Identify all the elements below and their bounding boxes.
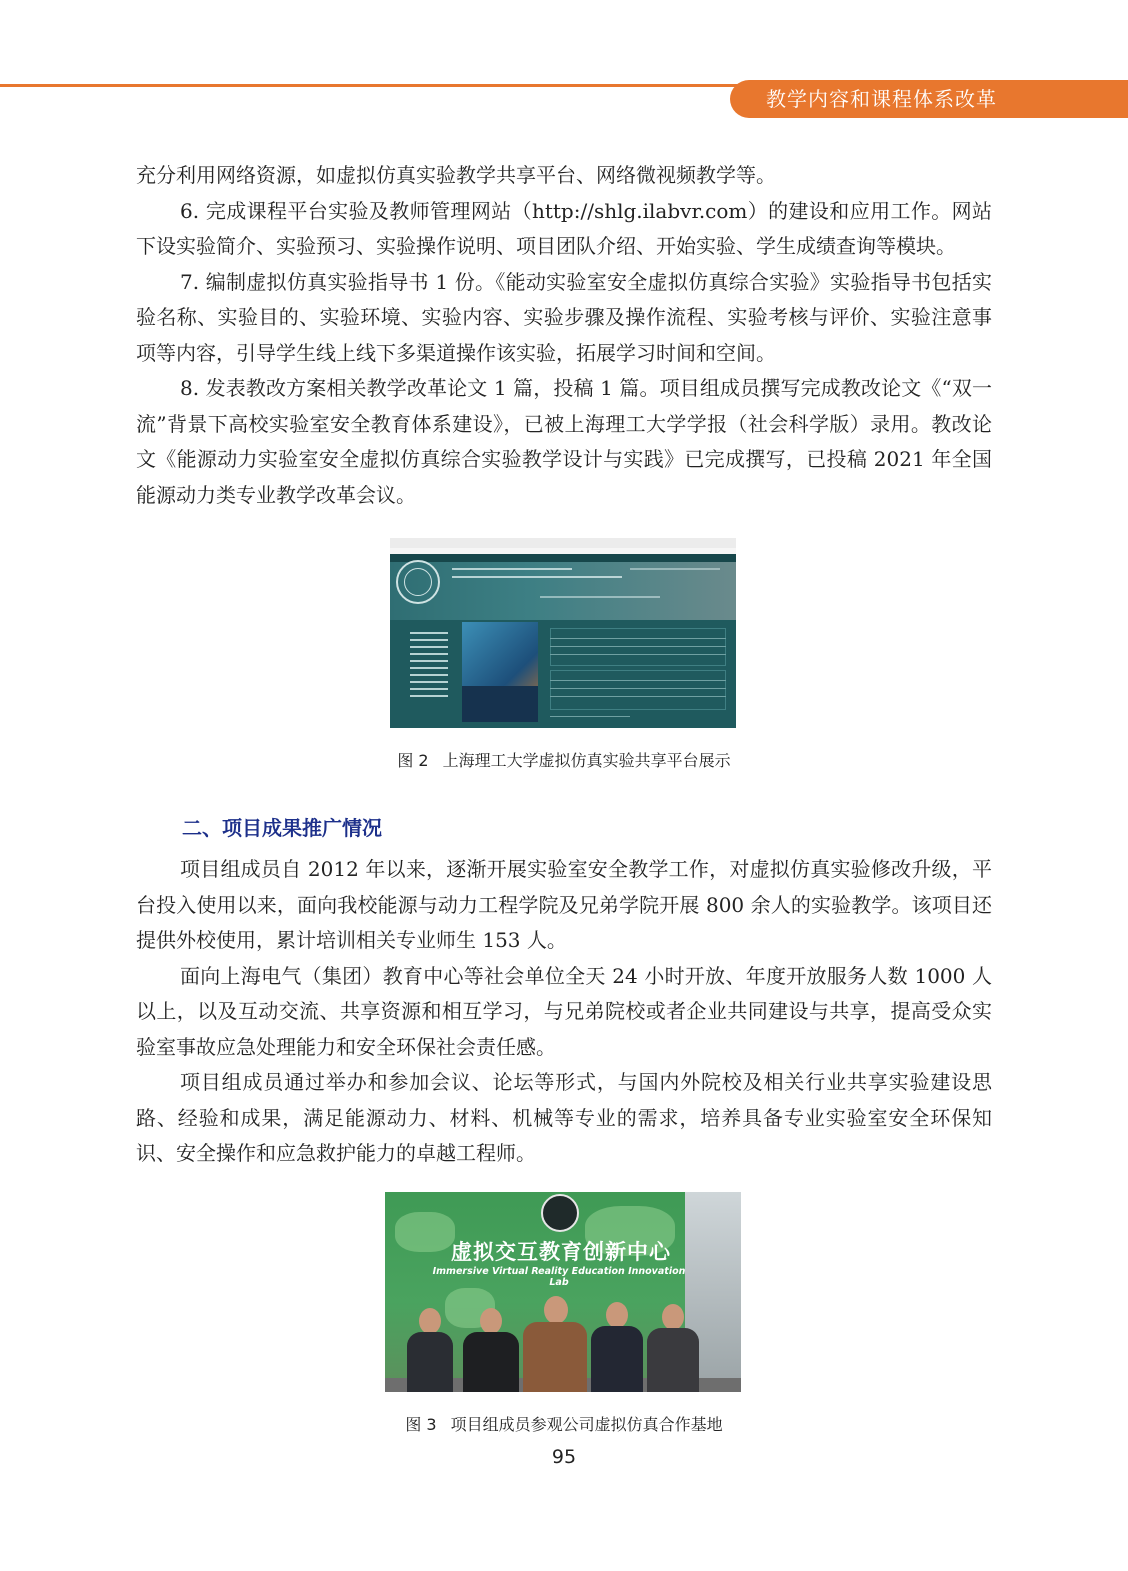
sign-subtitle: Immersive Virtual Reality Education Innovation Lab — [432, 1266, 686, 1288]
paragraph: 8. 发表教改方案相关教学改革论文 1 篇，投稿 1 篇。项目组成员撰写完成教改论文《“双一流”背景下高校实验室安全教育体系建设》，已被上海理工大学学报（社会科学版）录用。教改论文《能源动力实验室安全虚拟仿真综合实验教学设计与实践》已完成撰写，已投稿 2021 年全国能源动力类专业教学改革会议。 — [136, 376, 992, 507]
site-text-line — [550, 646, 726, 647]
site-subtitle-line — [452, 576, 622, 578]
logo-ring-icon — [404, 568, 432, 596]
figure-2-number: 图 2 — [397, 751, 429, 770]
body-text-section2 — [136, 852, 992, 1172]
site-sidebar-menu — [410, 632, 448, 714]
section-header-tab: 教学内容和课程体系改革 — [730, 80, 1128, 118]
site-text-line — [550, 654, 726, 655]
site-news-box — [550, 670, 726, 710]
person — [647, 1304, 699, 1392]
paragraph: 7. 编制虚拟仿真实验指导书 1 份。《能动实验室安全虚拟仿真综合实验》实验指导书包括实验名称、实验目的、实验环境、实验内容、实验步骤及操作流程、实验考核与评价、实验注意事项等内容，引导学生线上线下多渠道操作该实验，拓展学习时间和空间。 — [136, 269, 992, 365]
person — [591, 1302, 643, 1392]
page-number: 95 — [551, 1446, 577, 1468]
person — [407, 1308, 453, 1392]
paragraph: 充分利用网络资源，如虚拟仿真实验教学共享平台、网络微视频教学等。 — [136, 163, 776, 187]
body-text-top — [136, 158, 992, 513]
site-text-line — [550, 696, 726, 697]
figure-3-caption-text: 项目组成员参观公司虚拟仿真合作基地 — [450, 1415, 723, 1434]
person — [463, 1308, 519, 1392]
figure-2-screenshot — [390, 538, 736, 728]
university-emblem-icon — [541, 1194, 579, 1232]
figure-2-caption — [0, 748, 1128, 771]
sign-title: 虚拟交互教育创新中心 — [451, 1240, 671, 1264]
browser-toolbar — [390, 538, 736, 548]
figure-3-photo — [385, 1192, 741, 1392]
site-title-line — [452, 568, 572, 570]
paragraph: 面向上海电气（集团）教育中心等社会单位全天 24 小时开放、年度开放服务人数 1000 人以上，以及互动交流、共享资源和相互学习，与兄弟院校或者企业共同建设与共享，提高受众实验室事故应急处理能力和安全环保社会责任感。 — [136, 963, 992, 1059]
site-nav-bar — [390, 554, 736, 562]
section-title: 二、项目成果推广情况 — [182, 816, 382, 840]
figure-3-caption — [0, 1412, 1128, 1435]
paragraph: 项目组成员自 2012 年以来，逐渐开展实验室安全教学工作，对虚拟仿真实验修改升级，平台投入使用以来，面向我校能源与动力工程学院及兄弟学院开展 800 余人的实验教学。该项目还提供外校使用，累计培训相关专业师生 153 人。 — [136, 857, 992, 952]
site-text-line — [550, 680, 726, 681]
site-menu-line — [630, 568, 720, 570]
site-video-image — [462, 686, 538, 722]
figure-3-number: 图 3 — [405, 1415, 437, 1434]
site-text-line — [550, 716, 630, 717]
paragraph: 项目组成员通过举办和参加会议、论坛等形式，与国内外院校及相关行业共享实验建设思路、经验和成果，满足能源动力、材料、机械等专业的需求，培养具备专业实验室安全环保知识、安全操作和应急救护能力的卓越工程师。 — [136, 1070, 992, 1165]
person — [523, 1296, 587, 1392]
paragraph: 6. 完成课程平台实验及教师管理网站（http://shlg.ilabvr.com）的建设和应用工作。网站下设实验简介、实验预习、实验操作说明、项目团队介绍、开始实验、学生成绩查询等模块。 — [136, 198, 992, 258]
site-banner — [390, 554, 736, 620]
site-slogan-line — [540, 596, 660, 598]
site-text-line — [550, 638, 726, 639]
site-news-box — [550, 628, 726, 666]
figure-2-caption-text: 上海理工大学虚拟仿真实验共享平台展示 — [442, 751, 731, 770]
site-text-line — [550, 688, 726, 689]
